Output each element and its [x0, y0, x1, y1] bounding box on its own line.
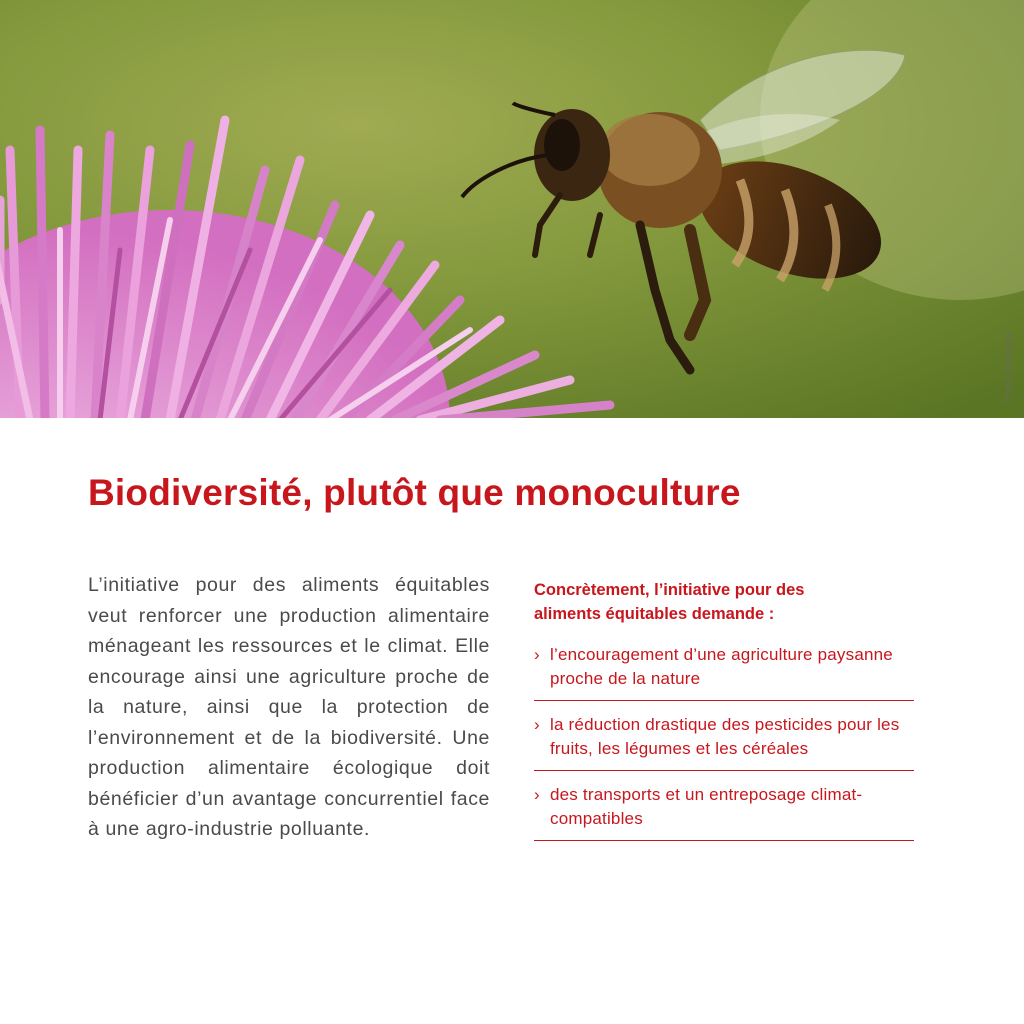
- demands-heading: Concrètement, l’initiative pour des aliments équitables demande :: [534, 581, 805, 623]
- page-title: Biodiversité, plutôt que monoculture: [88, 472, 741, 513]
- photo-credit: Photo: Wikipedia: [1003, 331, 1013, 402]
- demands-list: [534, 643, 914, 841]
- chevron-right-icon: ›: [534, 715, 540, 734]
- demand-text: la réduction drastique des pesticides pour les fruits, les légumes et les céréales: [550, 715, 900, 758]
- chevron-right-icon: ›: [534, 645, 540, 664]
- list-item: [534, 783, 914, 841]
- list-item: [534, 643, 914, 701]
- hero-photo: [0, 0, 1024, 418]
- list-item: [534, 713, 914, 771]
- intro-paragraph: L’initiative pour des aliments équitables veut renforcer une production alimentaire ménageant les ressources et le climat. Elle encourage ainsi une agriculture proche de la nature, ainsi que la protection de l’environnement et de la biodiversité. Une production alimentaire écologique doit bénéficier d’un avantage concurrentiel face à une agro-industrie polluante.: [88, 574, 490, 840]
- bee-on-thistle-illustration: [0, 0, 1024, 418]
- demand-text: l’encouragement d’une agriculture paysanne proche de la nature: [550, 645, 893, 688]
- demands-box: [534, 578, 914, 853]
- chevron-right-icon: ›: [534, 785, 540, 804]
- demand-text: des transports et un entreposage climat-compatibles: [550, 785, 863, 828]
